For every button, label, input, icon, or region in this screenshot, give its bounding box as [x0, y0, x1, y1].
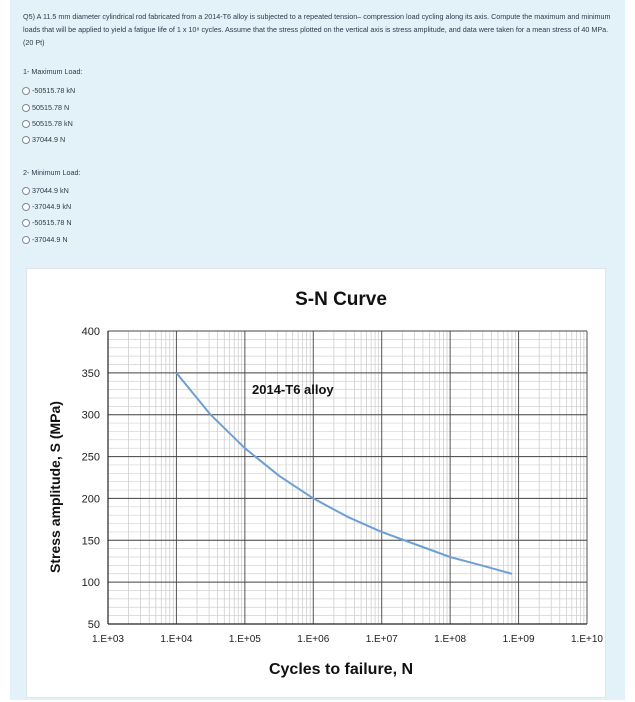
max-load-option-3[interactable]: 50515.78 kN [22, 117, 73, 130]
max-load-option-4[interactable]: 37044.9 N [22, 133, 65, 146]
x-tick-label: 1.E+08 [434, 634, 467, 645]
radio-button[interactable] [22, 87, 30, 95]
y-tick-label: 100 [81, 577, 100, 590]
y-tick-label: 150 [81, 535, 100, 548]
x-tick-label: 1.E+09 [502, 634, 535, 645]
radio-button[interactable] [22, 219, 30, 227]
sn-curve-chart [26, 268, 606, 698]
y-tick-label: 50 [87, 619, 100, 631]
radio-button[interactable] [22, 236, 30, 244]
radio-button[interactable] [22, 104, 30, 112]
x-tick-label: 1.E+03 [92, 634, 124, 645]
question-text: Q5) A 11.5 mm diameter cylindrical rod fabricated from a 2014-T6 alloy is subjected to a repeated tension– compression load cycling along its axis. Compute the maximum and minimum loads that will be applied to yield a fatigue life of 1 x 10⁸ cycles. Assume that the stress plotted on the vertical axis is stress amplitude, and data were taken for a mean stress of 40 MPa. (20 Pt) [23, 12, 611, 47]
min-load-option-4[interactable]: -37044.9 N [22, 233, 68, 246]
y-tick-label: 250 [81, 451, 100, 464]
radio-button[interactable] [22, 187, 30, 195]
min-load-option-1[interactable]: 37044.9 kN [22, 184, 69, 197]
x-tick-label: 1.E+10 [571, 634, 603, 645]
chart-svg [27, 269, 605, 697]
radio-button[interactable] [22, 120, 30, 128]
radio-button[interactable] [22, 203, 30, 211]
y-tick-label: 350 [81, 367, 100, 380]
min-load-option-2[interactable]: -37044.9 kN [22, 200, 71, 213]
chart-axes [82, 326, 604, 645]
chart-title: S-N Curve [295, 289, 387, 310]
max-load-option-2[interactable]: 50515.78 N [22, 101, 69, 114]
part1-label: 1- Maximum Load: [23, 67, 83, 76]
y-axis-label: Stress amplitude, S (MPa) [47, 401, 63, 573]
min-load-option-3[interactable]: -50515.78 N [22, 216, 72, 229]
x-tick-label: 1.E+06 [297, 634, 330, 645]
x-tick-label: 1.E+07 [365, 634, 398, 645]
chart-annotation: 2014-T6 alloy [252, 382, 334, 397]
radio-button[interactable] [22, 136, 30, 144]
part2-label: 2- Minimum Load: [23, 168, 81, 177]
y-tick-label: 300 [81, 409, 100, 422]
chart-grid [108, 331, 587, 624]
x-axis-label: Cycles to failure, N [268, 661, 414, 678]
max-load-option-1[interactable]: -50515.78 kN [22, 84, 75, 97]
y-tick-label: 400 [81, 326, 100, 338]
x-tick-label: 1.E+05 [228, 634, 261, 645]
x-tick-label: 1.E+04 [160, 634, 193, 645]
y-tick-label: 200 [81, 493, 100, 506]
